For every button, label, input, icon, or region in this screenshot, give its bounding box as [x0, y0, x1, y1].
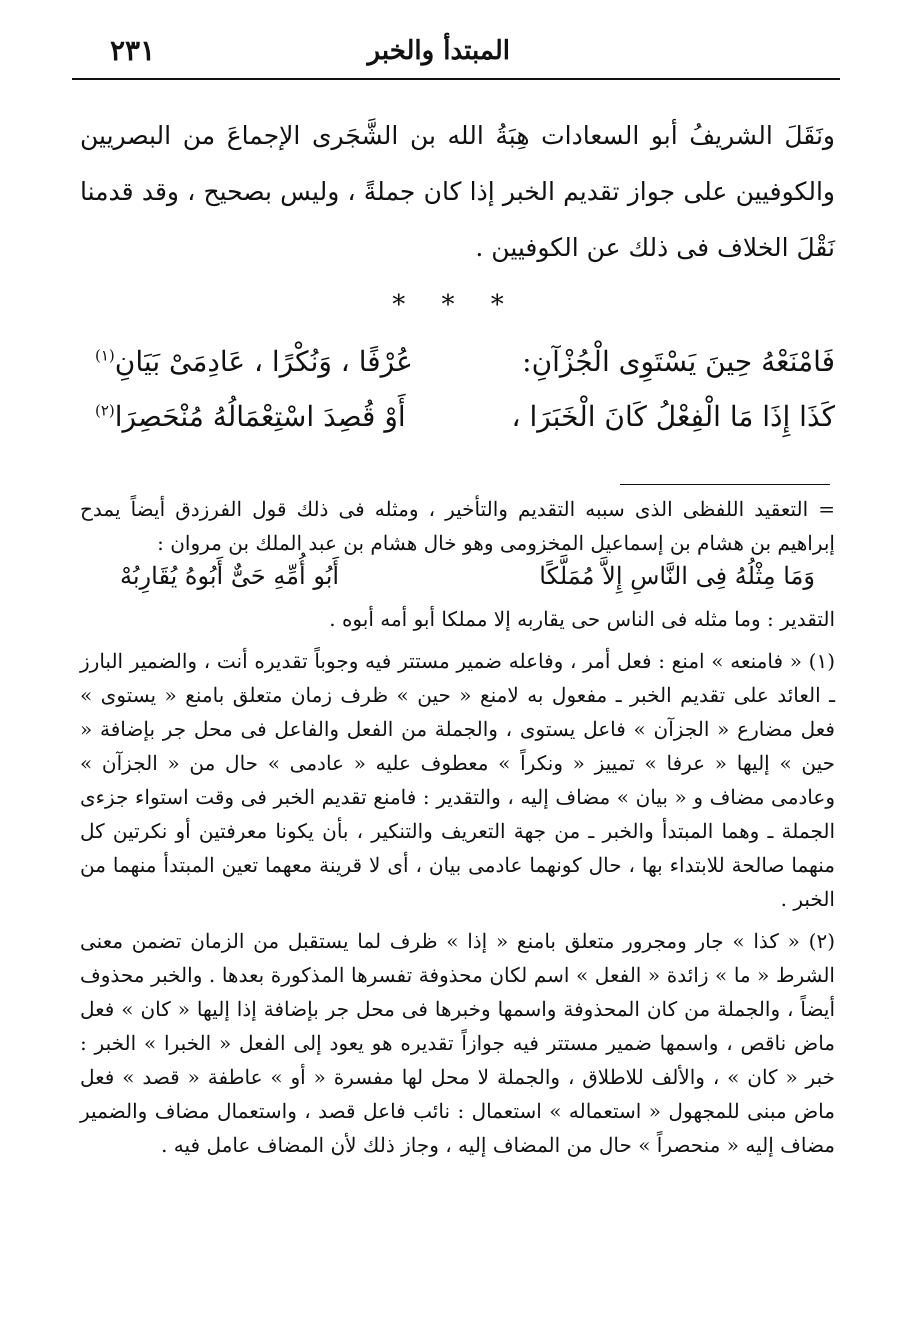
verse-text: عُرْفًا ، وَنُكْرًا ، عَادِمَىْ بَيَانِ: [114, 345, 413, 378]
verse-text: فَامْنَعْهُ حِينَ يَسْتَوِى الْجُزْآنِ: [531, 345, 835, 378]
verse-line: [95, 400, 835, 455]
footnote-marker: (٢): [95, 401, 115, 420]
footnote-verse-first: وَمَا مِثْلُهُ فِى النَّاسِ إِلاَّ مُمَلَّكًا: [539, 562, 815, 590]
verse-second-hemistich: [95, 400, 406, 433]
footnote-2: (٢) « كذا » جار ومجرور متعلق بامنع « إذا » ظرف لما يستقبل من الزمان تضمن معنى الشرط « ما » زائدة « الفعل » اسم لكان محذوفة تفسرها المذكورة بعدها . والخبر محذوف أيضاً ، والجملة من كان المحذوفة واسمها وخبرها فى محل جر بإضافة إذا إليها « كان » فعل ماض ناقص ، واسمها ضمير مستتر فيه جوازاً تقديره هو يعود إلى الفعل « الخبرا » الخبر : خبر « كان » ، والألف للاطلاق ، والجملة لا محل لها مفسرة « أو » عاطفة « قصد » فعل ماض مبنى للمجهول « استعماله » استعمال : نائب فاعل قصد ، واستعمال مضاف والضمير مضاف إليه « منحصراً » حال من المضاف إليه ، وجاز ذلك لأن المضاف عامل فيه .: [80, 929, 835, 1157]
page-title: المبتدأ والخبر: [367, 36, 510, 66]
footnote-marker: (١): [95, 346, 115, 365]
verse-second-hemistich: [95, 345, 413, 378]
header-divider: [72, 78, 840, 80]
verse-colon: :: [522, 345, 532, 378]
verse-first-hemistich: [504, 345, 835, 378]
footnotes: [80, 492, 835, 1162]
verse-line: [95, 345, 835, 400]
footnote-verse: [80, 562, 835, 602]
footnote-1: (١) « فامنعه » امنع : فعل أمر ، وفاعله ضمير مستتر فيه وجوباً تقديره أنت ، والضمير البارز ـ العائد على تقديم الخبر ـ مفعول به لامنع « حين » ظرف زمان متعلق بامنع « يستوى » فعل مضارع « الجزآن » فاعل يستوى ، والجملة من الفعل والفاعل فى محل جر بإضافة « حين » إليها « عرفا » تمييز « ونكراً » معطوف عليه « عادمى » حال من « الجزآن » وعادمى مضاف و « بيان » مضاف إليه ، والتقدير : فامنع تقديم الخبر فى وقت استواء جزءى الجملة ـ وهما المبتدأ والخبر ـ من جهة التعريف والتنكير ، بأن يكونا معرفتين أو نكرتين كل منهما صالحة للابتداء بها ، حال كونهما عادمى بيان ، أى لا قرينة معهما تعين المبتدأ منهما من الخبر .: [80, 649, 835, 911]
running-header: [72, 30, 840, 80]
body-paragraph: ونَقَلَ الشريفُ أبو السعادات هِبَةُ الله بن الشَّجَرى الإجماعَ من البصريين والكوفيين على جواز تقديم الخبر إذا كان جملةً ، وليس بصحيح ، وقد قدمنا نَقْلَ الخلاف فى ذلك عن الكوفيين .: [80, 121, 835, 262]
footnote-estimate: التقدير : وما مثله فى الناس حى يقاربه إلا مملكا أبو أمه أبوه .: [329, 607, 835, 631]
section-separator: * * *: [392, 290, 518, 320]
footnote-continuation: = التعقيد اللفظى الذى سببه التقديم والتأخير ، ومثله فى ذلك قول الفرزدق أيضاً يمدح إبراهيم بن هشام بن إسماعيل المخزومى وهو خال هشام بن عبد الملك بن مروان :: [80, 497, 835, 555]
page-number: ٢٣١: [110, 34, 156, 67]
verse-block: [95, 345, 835, 455]
verse-first-hemistich: كَذَا إِذَا مَا الْفِعْلُ كَانَ الْخَبَرَا ،: [511, 400, 835, 433]
footnote-verse-second: أَبُو أُمِّهِ حَىٌّ أَبُوهُ يُقَارِبُهْ: [120, 562, 340, 590]
verse-text: أَوْ قُصِدَ اسْتِعْمَالُهُ مُنْحَصِرَا: [114, 400, 406, 433]
footnote-divider: [620, 484, 830, 485]
